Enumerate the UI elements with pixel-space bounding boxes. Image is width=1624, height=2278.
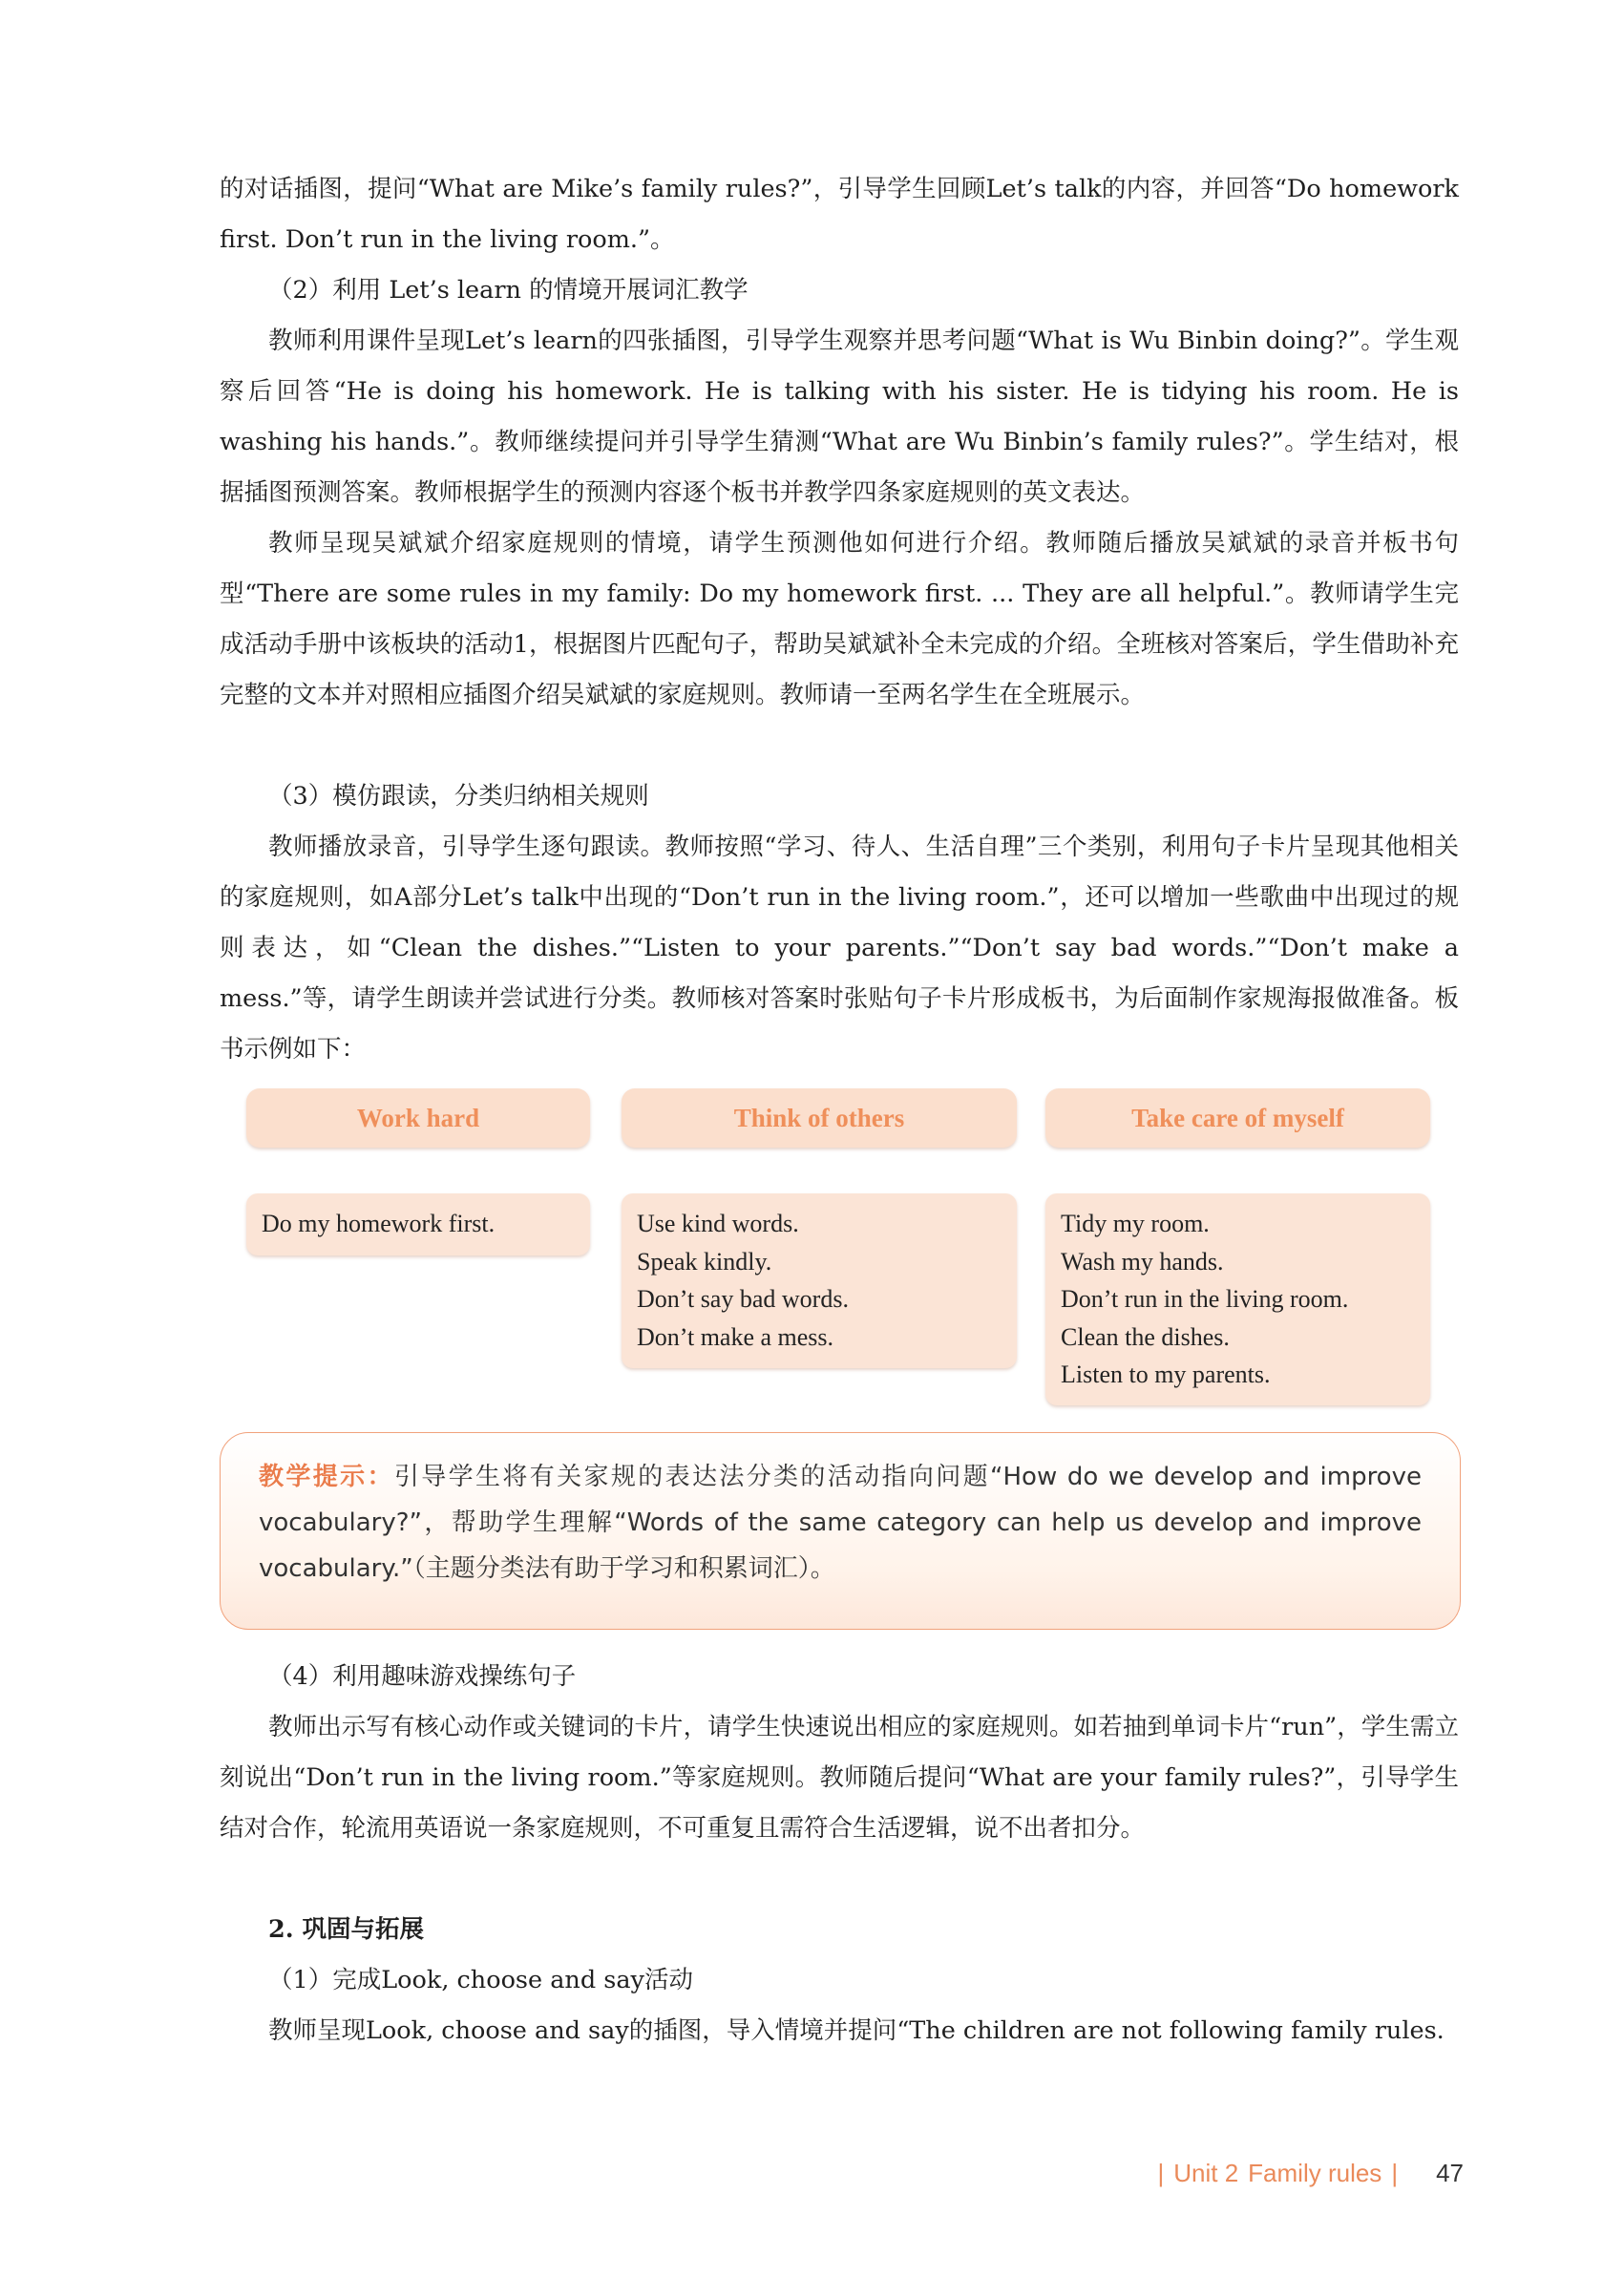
paragraph-classify: 教师播放录音，引导学生逐句跟读。教师按照“学习、待人、生活自理”三个类别，利用句子卡片呈现其他相关的家庭规则，如A部分Let’s talk中出现的“Don’t run in the living room.”，还可以增加一些歌曲中出现过的规则表达，如“Clean the dishes.”“Listen to your parents.”“Don’t say bad words.”“Don’t make a mess.”等，请学生朗读并尝试进行分类。教师核对答案时张贴句子卡片形成板书，为后面制作家规海报做准备。板书示例如下： bbox=[220, 833, 1459, 1064]
paragraph-game: 教师出示写有核心动作或关键词的卡片，请学生快速说出相应的家庭规则。如若抽到单词卡片“run”，学生需立刻说出“Don’t run in the living room.”等家庭规则。教师随后提问“What are your family rules?”，引导学生结对合作，轮流用英语说一条家庭规则，不可重复且需符合生活逻辑，说不出者扣分。 bbox=[220, 1713, 1459, 1843]
board-item: Do my homework first. bbox=[262, 1210, 496, 1237]
page-number: 47 bbox=[1436, 2158, 1464, 2187]
teaching-tip-text: 引导学生将有关家规的表达法分类的活动指向问题“How do we develop and improve vocabulary?”，帮助学生理解“Words of the same category can help us develop and improve vocabulary.”（主题分类法有助于学习和积累词汇）。 bbox=[259, 1463, 1422, 1583]
board-header-work-hard: Work hard bbox=[246, 1088, 590, 1148]
board-item: Speak kindly. bbox=[637, 1247, 772, 1276]
footer-unit: Unit 2 bbox=[1173, 2158, 1239, 2187]
paragraph-lets-learn: 教师利用课件呈现Let’s learn的四张插图，引导学生观察并思考问题“What is Wu Binbin doing?”。学生观察后回答“He is doing his homework. He is talking with his sister. He is tidying his room. He is washing his hands.”。教师继续提问并引导学生猜测“What are Wu Binbin’s family rules?”。学生结对，根据插图预测答案。教师根据学生的预测内容逐个板书并教学四条家庭规则的英文表达。 bbox=[220, 327, 1459, 507]
footer-divider: | bbox=[1391, 2158, 1399, 2187]
section-heading-2: （2）利用 Let’s learn 的情境开展词汇教学 bbox=[268, 276, 749, 305]
board-item: Listen to my parents. bbox=[1061, 1360, 1271, 1388]
paragraph-intro: 的对话插图，提问“What are Mike’s family rules?”，引导学生回顾Let’s talk的内容，并回答“Do homework first. Don’t run in the living room.”。 bbox=[220, 175, 1459, 254]
section-heading-3: （3）模仿跟读，分类归纳相关规则 bbox=[268, 782, 649, 811]
section-heading-look-choose-say: （1）完成Look, choose and say活动 bbox=[268, 1966, 693, 1994]
paragraph-wu-binbin: 教师呈现吴斌斌介绍家庭规则的情境，请学生预测他如何进行介绍。教师随后播放吴斌斌的录音并板书句型“There are some rules in my family: Do my homework first. ... They are all helpful.”。教师请学生完成活动手册中该板块的活动1，根据图片匹配句子，帮助吴斌斌补全未完成的介绍。全班核对答案后，学生借助补充完整的文本并对照相应插图介绍吴斌斌的家庭规则。教师请一至两名学生在全班展示。 bbox=[220, 529, 1459, 709]
board-item: Don’t run in the living room. bbox=[1061, 1285, 1349, 1313]
board-card-work-hard bbox=[246, 1193, 590, 1255]
footer-unit-title: Family rules bbox=[1248, 2158, 1382, 2187]
board-card-think-of-others bbox=[622, 1193, 1017, 1368]
footer-divider: | bbox=[1157, 2158, 1165, 2187]
board-header-think-of-others: Think of others bbox=[622, 1088, 1017, 1148]
board-card-take-care-of-myself bbox=[1045, 1193, 1430, 1405]
section-heading-4: （4）利用趣味游戏操练句子 bbox=[268, 1662, 577, 1691]
board-item: Don’t say bad words. bbox=[637, 1285, 849, 1313]
teaching-tip-box bbox=[220, 1432, 1461, 1630]
board-item: Use kind words. bbox=[637, 1210, 799, 1237]
board-item: Clean the dishes. bbox=[1061, 1322, 1230, 1351]
paragraph-look-choose-say: 教师呈现Look, choose and say的插图，导入情境并提问“The children are not following family rules. bbox=[268, 2016, 1445, 2045]
board-header-take-care-of-myself: Take care of myself bbox=[1045, 1088, 1430, 1148]
board-item: Don’t make a mess. bbox=[637, 1322, 834, 1351]
teaching-tip-label: 教学提示： bbox=[259, 1463, 394, 1491]
page-footer bbox=[1157, 2154, 1464, 2192]
board-item: Wash my hands. bbox=[1061, 1247, 1224, 1276]
section-heading-consolidate: 2. 巩固与拓展 bbox=[268, 1915, 424, 1944]
board-item: Tidy my room. bbox=[1061, 1210, 1210, 1237]
